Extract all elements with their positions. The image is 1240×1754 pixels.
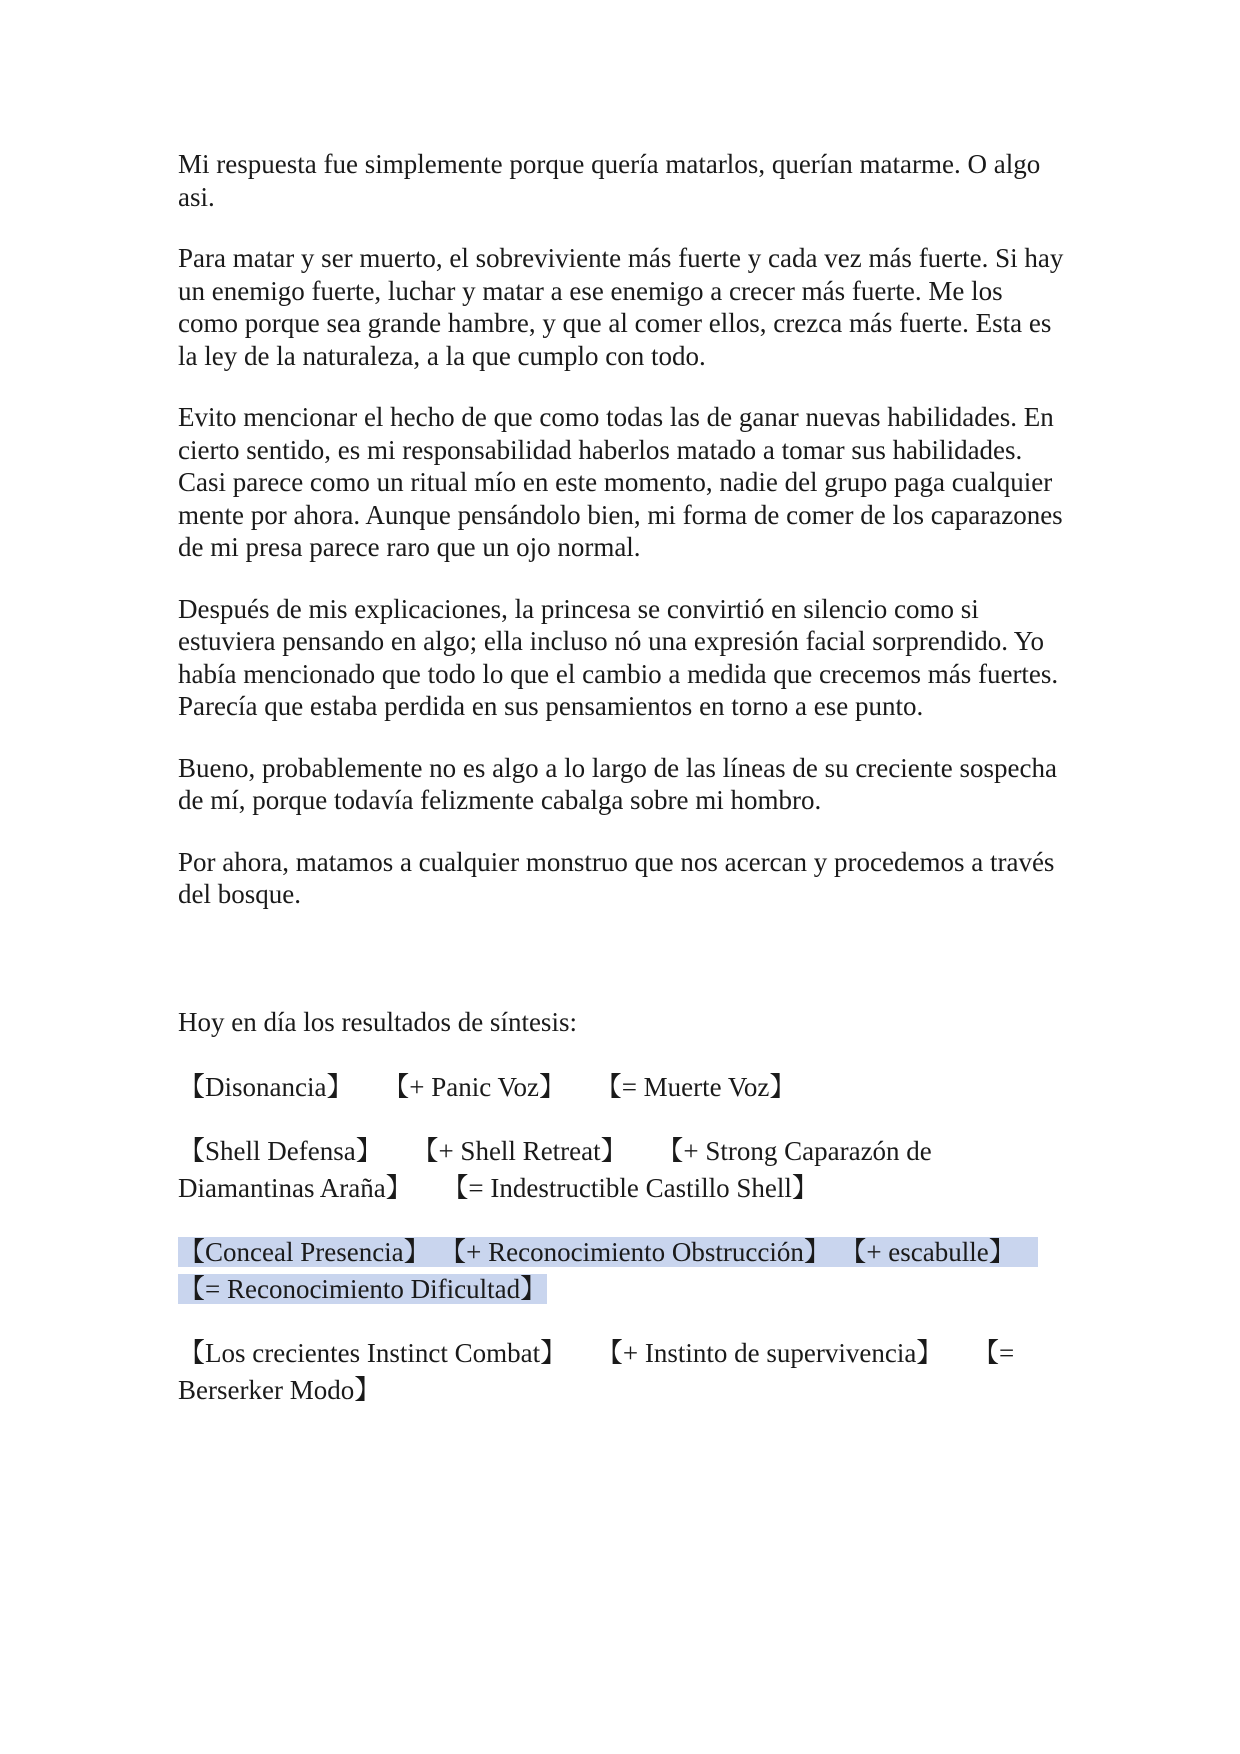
skill-token: 【Shell Defensa】	[178, 1136, 383, 1166]
skill-token: 【Conceal Presencia】	[178, 1237, 431, 1267]
paragraph-1: Mi respuesta fue simplemente porque quería matarlos, querían matarme. O algo asi.	[178, 149, 1041, 212]
skill-token: 【= Reconocimiento Dificultad】	[178, 1274, 548, 1304]
paragraph-4: Después de mis explicaciones, la princesa se convirtió en silencio como si estuviera pensando en algo; ella incluso nó una expresión facial sorprendido. Yo había mencionado que todo lo que el cambio a medida que crecemos más fuertes. Parecía que estaba perdida en sus pensamientos en torno a ese punto.	[178, 593, 1059, 721]
synthesis-line-1	[178, 1069, 1064, 1106]
skill-token: 【Los crecientes Instinct Combat】	[178, 1338, 568, 1368]
skill-token: 【+ Shell Retreat】	[411, 1136, 628, 1166]
paragraph-3: Evito mencionar el hecho de que como todas las de ganar nuevas habilidades. En cierto sentido, es mi responsabilidad haberlos matado a tomar sus habilidades. Casi parece como un ritual mío en este momento, nadie del grupo paga cualquier mente por ahora. Aunque pensándolo bien, mi forma de comer de los caparazones de mi presa parece raro que un ojo normal.	[178, 402, 1063, 562]
paragraph-5: Bueno, probablemente no es algo a lo largo de las líneas de su creciente sospecha de mí, porque todavía felizmente cabalga sobre mi hombro.	[178, 752, 1057, 815]
section-gap	[178, 940, 1064, 1006]
skill-token: 【+ Strong Caparazón de Diamantinas Araña】	[178, 1136, 932, 1203]
synthesis-heading: Hoy en día los resultados de síntesis:	[178, 1006, 577, 1037]
skill-token: 【= Berserker Modo】	[178, 1338, 1015, 1405]
skill-token: 【+ Instinto de supervivencia】	[595, 1338, 944, 1368]
synthesis-line-4	[178, 1335, 1064, 1409]
synthesis-line-2	[178, 1133, 1064, 1207]
skill-token: 【+ escabulle】	[852, 1237, 1016, 1267]
skill-token: 【= Muerte Voz】	[594, 1072, 797, 1102]
skill-token: 【= Indestructible Castillo Shell】	[441, 1173, 819, 1203]
skill-token: 【Disonancia】	[178, 1072, 354, 1102]
text-highlight	[178, 1237, 1038, 1304]
paragraph-6: Por ahora, matamos a cualquier monstruo que nos acercan y procedemos a través del bosque.	[178, 846, 1055, 909]
document-body	[178, 148, 1064, 1436]
synthesis-line-3-highlighted[interactable]	[178, 1234, 1064, 1308]
skill-token: 【+ Panic Voz】	[382, 1072, 566, 1102]
paragraph-2: Para matar y ser muerto, el sobreviviente más fuerte y cada vez más fuerte. Si hay un enemigo fuerte, luchar y matar a ese enemigo a crecer más fuerte. Me los como porque sea grande hambre, y que al comer ellos, crezca más fuerte. Esta es la ley de la naturaleza, a la que cumplo con todo.	[178, 243, 1064, 371]
skill-token: 【+ Reconocimiento Obstrucción】	[452, 1237, 831, 1267]
